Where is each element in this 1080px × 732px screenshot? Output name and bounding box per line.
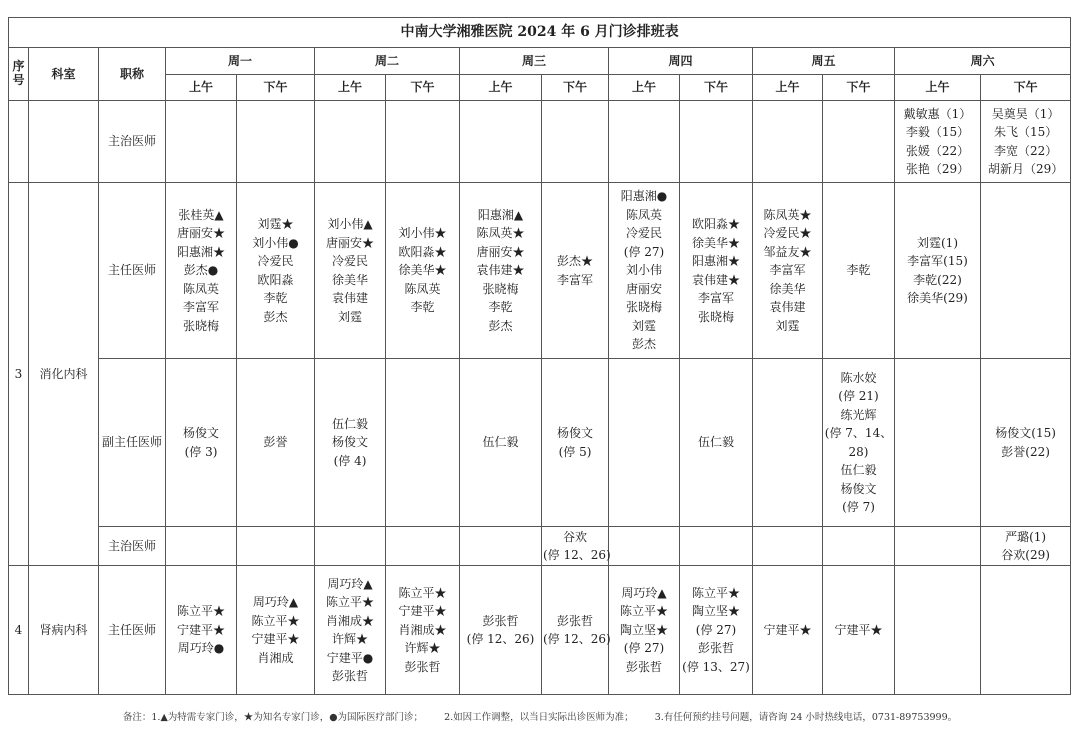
doctor-entry: 徐美华★	[398, 263, 447, 278]
header-index: 序号	[9, 48, 29, 101]
schedule-cell	[460, 101, 542, 183]
schedule-cell	[895, 359, 981, 527]
schedule-cell	[981, 566, 1071, 695]
header-day: 周一	[166, 48, 315, 75]
doctor-entry: 杨俊文	[556, 426, 593, 440]
schedule-cell	[895, 183, 981, 359]
doctor-entry: (停 13、27)	[682, 659, 750, 674]
doctor-entry: (停 12、26)	[466, 632, 535, 646]
schedule-cell	[823, 566, 895, 695]
schedule-cell	[386, 101, 460, 183]
doctor-entry: 李毅（15）	[905, 125, 970, 139]
header-am: 上午	[895, 75, 981, 101]
schedule-cell	[753, 101, 823, 183]
schedule-cell	[166, 183, 237, 359]
doctor-entry: 彭张哲	[697, 641, 734, 656]
schedule-cell	[981, 101, 1071, 183]
schedule-cell	[237, 183, 315, 359]
index-cell	[9, 101, 29, 183]
doctor-entry: 徐美华(29)	[907, 291, 968, 305]
schedule-cell	[166, 566, 237, 695]
doctor-entry: 冷爱民★	[763, 226, 812, 241]
doctor-entry: 周巧玲▲	[621, 585, 667, 600]
schedule-cell	[460, 566, 542, 695]
doctor-entry: 陈立平★	[619, 604, 668, 619]
doctor-entry: 练光辉	[840, 407, 877, 422]
doctor-entry: (停 27)	[623, 641, 665, 656]
doctor-entry: 邹益友★	[763, 244, 812, 259]
doctor-entry: 谷欢(29)	[1001, 548, 1050, 562]
schedule-cell	[542, 527, 609, 566]
schedule-cell	[237, 101, 315, 183]
doctor-entry: 阳惠湘▲	[477, 207, 524, 222]
doctor-entry: 陈凤英★	[476, 226, 525, 241]
doctor-entry: 彭杰	[488, 318, 513, 333]
header-pm: 下午	[680, 75, 753, 101]
doctor-entry: 陈凤英	[404, 281, 441, 296]
doctor-entry: 肖湘成★	[325, 613, 374, 628]
doctor-entry: 彭张哲	[404, 659, 441, 674]
doctor-entry: 袁伟建★	[691, 272, 740, 287]
doctor-entry: 杨俊文	[840, 481, 877, 496]
doctor-entry: 阳惠湘★	[691, 254, 740, 268]
schedule-cell	[542, 359, 609, 527]
doctor-entry: 彭誉	[263, 435, 288, 450]
header-am: 上午	[166, 75, 237, 101]
header-day: 周六	[895, 48, 1071, 75]
doctor-entry: 戴敏惠（1）	[903, 106, 972, 121]
footer-note: 3.有任何预约挂号问题，请咨询 24 小时热线电话，0731-89753999。	[654, 712, 958, 723]
rank-cell: 主治医师	[99, 527, 166, 566]
schedule-cell	[542, 101, 609, 183]
doctor-entry: 彭誉(22)	[1001, 444, 1050, 459]
doctor-entry: 陈立平★	[398, 585, 447, 600]
doctor-entry: 欧阳淼	[257, 272, 294, 287]
doctor-entry: 张媛（22）	[905, 143, 970, 158]
schedule-cell	[542, 566, 609, 695]
doctor-entry: 张艳（29）	[905, 162, 970, 176]
schedule-cell	[823, 359, 895, 527]
footer-note: 备注：1.▲为特需专家门诊，★为知名专家门诊，●为国际医疗部门诊；	[122, 712, 424, 723]
header-day: 周三	[460, 48, 609, 75]
footer-note: 2.如因工作调整，以当日实际出诊医师为准；	[444, 712, 634, 723]
header-am: 上午	[609, 75, 680, 101]
schedule-cell	[609, 359, 680, 527]
doctor-entry: 陈凤英	[625, 207, 662, 222]
rank-cell: 主任医师	[99, 183, 166, 359]
doctor-entry: 陶立坚★	[619, 622, 668, 637]
doctor-entry: (停 5)	[558, 444, 592, 459]
doctor-entry: 欧阳淼★	[398, 244, 447, 259]
doctor-entry: 伍仁毅	[482, 435, 519, 450]
doctor-entry: 李乾	[488, 300, 513, 315]
doctor-entry: (停 3)	[184, 444, 218, 459]
schedule-table	[8, 17, 1071, 695]
header-am: 上午	[753, 75, 823, 101]
doctor-entry: (停 27)	[695, 622, 737, 637]
header-pm: 下午	[981, 75, 1071, 101]
doctor-entry: 刘小伟★	[398, 226, 447, 241]
doctor-entry: 李乾(22)	[913, 272, 962, 287]
doctor-entry: 李乾	[410, 300, 435, 315]
schedule-cell	[237, 566, 315, 695]
doctor-entry: 胡新月（29）	[987, 162, 1064, 176]
dept-cell	[29, 101, 99, 183]
schedule-cell	[315, 359, 386, 527]
schedule-cell	[823, 101, 895, 183]
doctor-entry: 袁伟建★	[476, 263, 525, 278]
doctor-entry: 李富军	[182, 300, 219, 315]
header-pm: 下午	[386, 75, 460, 101]
doctor-entry: 刘霆(1)	[917, 235, 958, 250]
doctor-entry: 杨俊文	[182, 426, 219, 440]
doctor-entry: 陈凤英★	[763, 207, 812, 222]
doctor-entry: (停 21)	[838, 389, 879, 403]
doctor-entry: 宁建平★	[398, 604, 447, 619]
schedule-cell	[981, 527, 1071, 566]
rank-cell: 副主任医师	[99, 359, 166, 527]
doctor-entry: (停 7、14、28)	[824, 426, 893, 459]
doctor-entry: (停 4)	[333, 453, 367, 468]
header-pm: 下午	[237, 75, 315, 101]
doctor-entry: 冷爱民	[625, 226, 662, 241]
doctor-entry: 陈立平★	[325, 595, 374, 609]
doctor-entry: 徐美华	[331, 272, 368, 287]
doctor-entry: 阳惠湘●	[620, 189, 668, 204]
header-pm: 下午	[823, 75, 895, 101]
rank-cell: 主治医师	[99, 101, 166, 183]
doctor-entry: 刘霆	[631, 318, 656, 333]
schedule-cell	[823, 527, 895, 566]
schedule-cell	[680, 183, 753, 359]
doctor-entry: 李乾	[263, 291, 288, 305]
doctor-entry: 宁建平●	[326, 650, 374, 665]
schedule-cell	[895, 566, 981, 695]
doctor-entry: 阳惠湘★	[176, 244, 225, 259]
doctor-entry: 朱飞（15）	[993, 125, 1058, 139]
schedule-cell	[542, 183, 609, 359]
schedule-cell	[753, 183, 823, 359]
doctor-entry: 李宽（22）	[993, 143, 1058, 158]
doctor-entry: 杨俊文	[331, 435, 368, 450]
doctor-entry: 唐丽安★	[176, 226, 225, 241]
doctor-entry: 唐丽安★	[325, 235, 374, 250]
header-day: 周四	[609, 48, 753, 75]
page-title: 中南大学湘雅医院 2024 年 6 月门诊排班表	[9, 18, 1071, 48]
doctor-entry: 严璐(1)	[1005, 529, 1047, 544]
doctor-entry: 李富军(15)	[907, 254, 968, 268]
schedule-cell	[237, 359, 315, 527]
doctor-entry: (停 12、26)	[543, 632, 611, 646]
doctor-entry: 刘霆	[337, 309, 362, 324]
schedule-cell	[753, 527, 823, 566]
schedule-cell	[315, 101, 386, 183]
doctor-entry: 伍仁毅	[697, 435, 734, 450]
doctor-entry: 冷爱民	[331, 254, 368, 268]
doctor-entry: 徐美华★	[691, 235, 740, 250]
schedule-cell	[386, 566, 460, 695]
doctor-entry: 宁建平★	[763, 622, 812, 637]
doctor-entry: 张晓梅	[697, 309, 734, 324]
dept-cell: 肾病内科	[29, 566, 99, 695]
schedule-cell	[386, 183, 460, 359]
dept-cell: 消化内科	[29, 183, 99, 566]
schedule-cell	[823, 183, 895, 359]
schedule-cell	[460, 527, 542, 566]
doctor-entry: 许辉★	[331, 632, 368, 646]
schedule-cell	[460, 359, 542, 527]
schedule-cell	[680, 527, 753, 566]
doctor-entry: 陶立坚★	[691, 604, 740, 619]
doctor-entry: 杨俊文(15)	[995, 426, 1056, 440]
schedule-cell	[386, 359, 460, 527]
header-am: 上午	[460, 75, 542, 101]
schedule-cell	[609, 101, 680, 183]
schedule-cell	[753, 566, 823, 695]
doctor-entry: 彭张哲	[482, 613, 519, 628]
doctor-entry: 周巧玲▲	[327, 576, 373, 591]
doctor-entry: 宁建平★	[834, 622, 883, 637]
schedule-cell	[315, 183, 386, 359]
header-dept: 科室	[29, 48, 99, 101]
doctor-entry: (停 7)	[842, 500, 875, 514]
rank-cell: 主任医师	[99, 566, 166, 695]
schedule-cell	[166, 359, 237, 527]
header-am: 上午	[315, 75, 386, 101]
schedule-cell	[609, 527, 680, 566]
doctor-entry: 肖湘成	[257, 650, 294, 665]
doctor-entry: (停 27)	[623, 244, 665, 259]
doctor-entry: 徐美华	[769, 281, 806, 296]
schedule-cell	[981, 183, 1071, 359]
schedule-cell	[680, 359, 753, 527]
header-rank: 职称	[99, 48, 166, 101]
doctor-entry: 彭杰●	[183, 263, 219, 278]
schedule-cell	[981, 359, 1071, 527]
doctor-entry: 唐丽安	[625, 281, 662, 296]
doctor-entry: 冷爱民	[257, 254, 294, 268]
doctor-entry: 李富军	[697, 291, 734, 305]
doctor-entry: 彭杰	[263, 309, 288, 324]
doctor-entry: 彭张哲	[556, 613, 593, 628]
schedule-cell	[386, 527, 460, 566]
doctor-entry: 吴奠昊（1）	[991, 106, 1060, 121]
doctor-entry: 欧阳淼★	[691, 217, 740, 231]
doctor-entry: 周巧玲▲	[252, 595, 299, 609]
schedule-cell	[680, 566, 753, 695]
doctor-entry: 宁建平★	[251, 632, 300, 646]
doctor-entry: 袁伟建	[769, 300, 806, 315]
doctor-entry: 刘霆	[775, 318, 800, 333]
footer-notes	[0, 709, 1080, 723]
doctor-entry: 刘小伟	[625, 263, 662, 278]
doctor-entry: 张晓梅	[625, 300, 662, 315]
doctor-entry: 许辉★	[404, 641, 441, 656]
header-day: 周二	[315, 48, 460, 75]
schedule-cell	[166, 527, 237, 566]
schedule-cell	[609, 183, 680, 359]
header-day: 周五	[753, 48, 895, 75]
doctor-entry: 谷欢	[562, 529, 587, 544]
doctor-entry: 刘小伟●	[252, 235, 299, 250]
doctor-entry: 彭张哲	[331, 669, 368, 683]
schedule-cell	[895, 101, 981, 183]
schedule-cell	[895, 527, 981, 566]
schedule-cell	[753, 359, 823, 527]
header-pm: 下午	[542, 75, 609, 101]
schedule-cell	[609, 566, 680, 695]
doctor-entry: 张晓梅	[182, 318, 219, 333]
schedule-cell	[315, 566, 386, 695]
schedule-cell	[237, 527, 315, 566]
doctor-entry: 彭杰	[631, 337, 656, 352]
doctor-entry: 张桂英▲	[178, 207, 224, 222]
doctor-entry: 彭张哲	[625, 659, 662, 674]
doctor-entry: 刘霆★	[257, 217, 294, 231]
schedule-cell	[315, 527, 386, 566]
doctor-entry: 陈凤英	[182, 281, 219, 296]
doctor-entry: 张晓梅	[482, 281, 519, 296]
doctor-entry: 袁伟建	[331, 291, 368, 305]
doctor-entry: 李富军	[769, 263, 806, 278]
doctor-entry: 刘小伟▲	[327, 217, 373, 231]
schedule-cell	[680, 101, 753, 183]
doctor-entry: 唐丽安★	[476, 244, 525, 259]
doctor-entry: (停 12、26)	[543, 548, 611, 562]
doctor-entry: 李富军	[556, 272, 593, 287]
doctor-entry: 肖湘成★	[398, 622, 447, 637]
schedule-cell	[460, 183, 542, 359]
doctor-entry: 彭杰★	[556, 254, 593, 268]
doctor-entry: 陈立平★	[691, 585, 740, 600]
doctor-entry: 伍仁毅	[331, 416, 368, 431]
doctor-entry: 陈立平★	[176, 604, 225, 619]
index-cell: 3	[9, 183, 29, 566]
doctor-entry: 李乾	[846, 263, 871, 278]
doctor-entry: 周巧玲●	[177, 641, 225, 656]
doctor-entry: 伍仁毅	[840, 463, 877, 477]
index-cell: 4	[9, 566, 29, 695]
schedule-cell	[166, 101, 237, 183]
doctor-entry: 宁建平★	[176, 622, 225, 637]
doctor-entry: 陈水姣	[840, 370, 877, 385]
doctor-entry: 陈立平★	[251, 613, 300, 628]
